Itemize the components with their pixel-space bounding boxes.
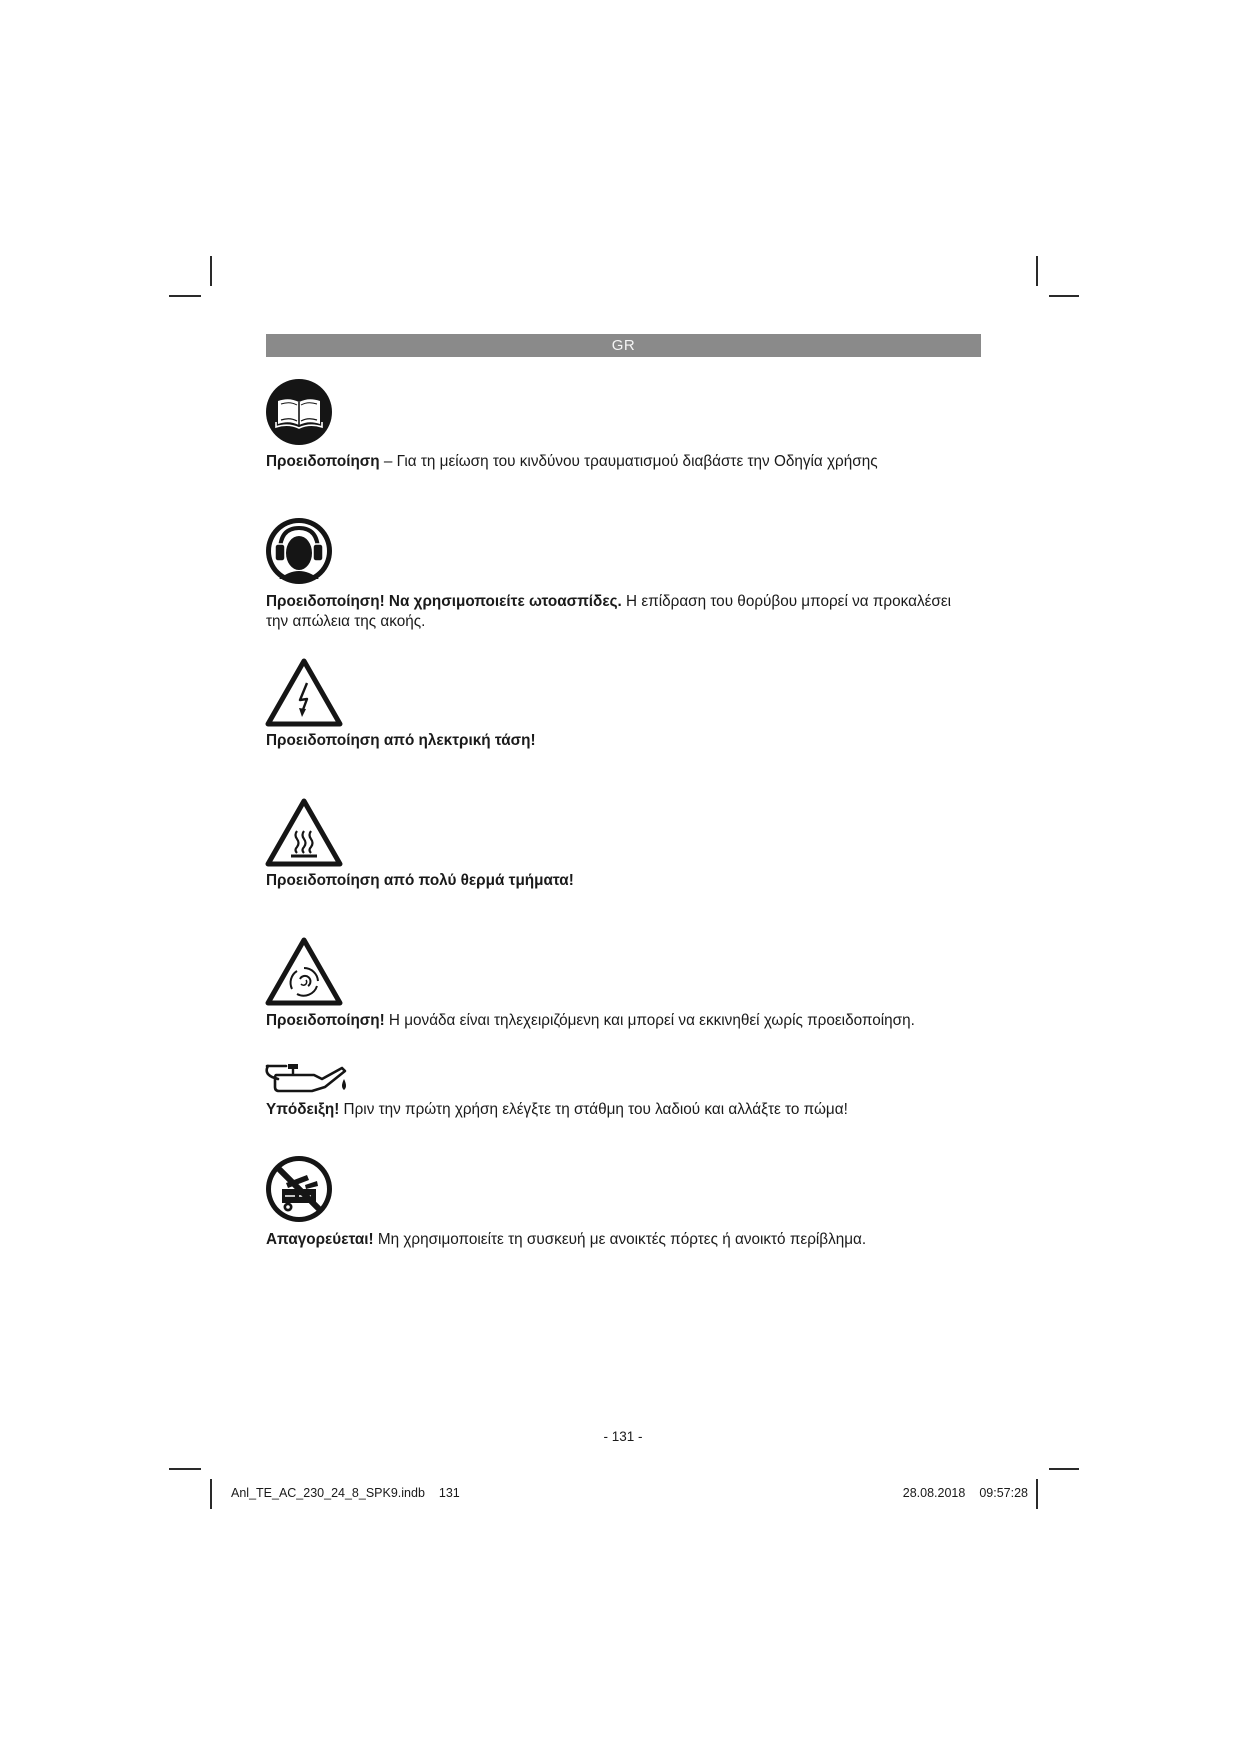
electric-voltage-warning-icon-graphic — [264, 656, 344, 728]
crop-mark-bottom-left-vertical — [210, 1479, 212, 1509]
hot-surface-warning-icon-graphic — [264, 796, 344, 868]
page-number: - 131 - — [603, 1429, 643, 1444]
oil-can-icon-graphic — [264, 1060, 350, 1096]
ear-protection-icon-graphic — [265, 517, 333, 585]
warning-text — [266, 592, 951, 632]
crop-mark-bottom-left-horizontal — [169, 1468, 201, 1470]
language-code: GR — [611, 337, 636, 354]
warning-text — [266, 1100, 848, 1120]
warning-text — [266, 1230, 866, 1250]
electric-voltage-warning-icon — [264, 656, 344, 728]
footer-timestamp — [903, 1485, 1028, 1501]
warning-text — [266, 731, 536, 751]
warning-description: Μη χρησιμοποιείτε τη συσκευή με ανοικτές πόρτες ή ανοικτό περίβλημα. — [373, 1231, 867, 1248]
oil-can-icon — [264, 1060, 350, 1096]
crop-mark-top-left-horizontal — [169, 295, 201, 297]
remote-start-warning-icon-graphic — [264, 935, 344, 1007]
warning-title: Προειδοποίηση — [266, 453, 380, 470]
crop-mark-bottom-right-vertical — [1036, 1479, 1038, 1509]
warning-title: Προειδοποίηση! Να χρησιμοποιείτε ωτοασπίδες. — [266, 593, 622, 610]
ear-protection-icon — [265, 517, 333, 585]
crop-mark-top-right-horizontal — [1049, 295, 1079, 297]
footer-date: 28.08.2018 — [902, 1486, 966, 1500]
language-header-bar — [266, 334, 981, 357]
read-manual-icon-graphic — [265, 378, 333, 446]
remote-start-warning-icon — [264, 935, 344, 1007]
warning-description: Η επίδραση του θορύβου μπορεί να προκαλέσει — [621, 593, 952, 610]
no-open-doors-icon — [265, 1155, 333, 1223]
warning-text — [266, 1011, 915, 1031]
crop-mark-bottom-right-horizontal — [1049, 1468, 1079, 1470]
warning-description-line-2: την απώλεια της ακοής. — [266, 613, 426, 630]
crop-mark-top-left-vertical — [210, 256, 212, 286]
no-open-doors-icon-graphic — [265, 1155, 333, 1223]
crop-mark-top-right-vertical — [1036, 256, 1038, 286]
warning-text — [266, 871, 574, 891]
footer-time: 09:57:28 — [979, 1486, 1028, 1500]
warning-description: – Για τη μείωση του κινδύνου τραυματισμού διαβάστε την Οδηγία χρήσης — [379, 453, 878, 470]
hot-surface-warning-icon — [264, 796, 344, 868]
warning-text — [266, 452, 878, 472]
footer-file-page: 131 — [438, 1486, 460, 1500]
warning-title: Προειδοποίηση! — [266, 1012, 385, 1029]
warning-title: Απαγορεύεται! — [266, 1231, 374, 1248]
warning-title: Προειδοποίηση από ηλεκτρική τάση! — [266, 732, 536, 749]
read-manual-icon — [265, 378, 333, 446]
warning-description: Η μονάδα είναι τηλεχειριζόμενη και μπορεί να εκκινηθεί χωρίς προειδοποίηση. — [384, 1012, 915, 1029]
footer-file-info — [231, 1485, 460, 1501]
warning-description: Πριν την πρώτη χρήση ελέγξτε τη στάθμη του λαδιού και αλλάξτε το πώμα! — [339, 1101, 848, 1118]
warning-title: Προειδοποίηση από πολύ θερμά τμήματα! — [266, 872, 574, 889]
footer-file-name: Anl_TE_AC_230_24_8_SPK9.indb — [231, 1486, 425, 1500]
warning-title: Υπόδειξη! — [266, 1101, 340, 1118]
